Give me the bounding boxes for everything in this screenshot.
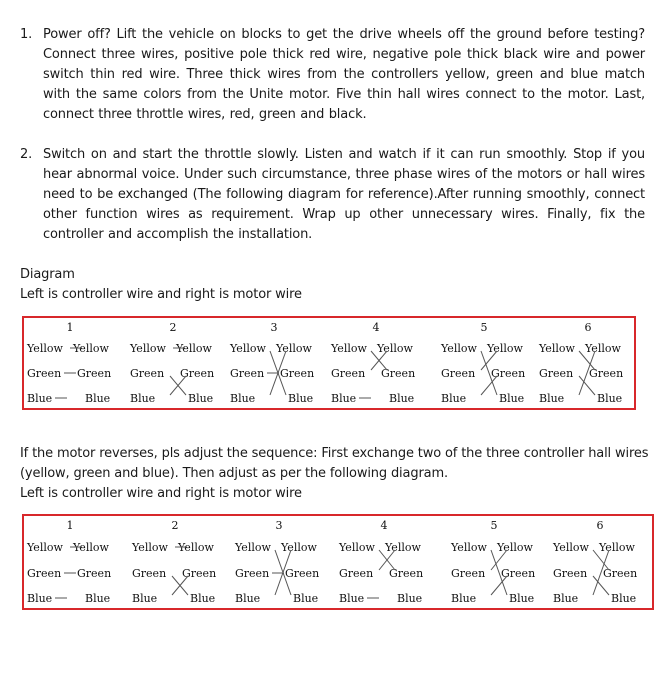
motor-wire-label: Green — [501, 567, 536, 580]
diagram-caption: Left is controller wire and right is motor wire — [20, 486, 302, 501]
controller-wire-label: Blue — [539, 392, 565, 405]
controller-wire-label: Blue — [27, 592, 53, 605]
motor-wire-label: Green — [603, 567, 638, 580]
motor-wire-label: Yellow — [178, 541, 214, 554]
motor-wire-label: Blue — [190, 592, 216, 605]
motor-wire-label: Yellow — [377, 342, 413, 355]
controller-wire-label: Green — [539, 367, 574, 380]
step-number: 1. — [20, 27, 33, 42]
column-number: 4 — [380, 519, 388, 532]
motor-wire-label: Yellow — [599, 541, 635, 554]
motor-wire-label: Blue — [499, 392, 525, 405]
motor-wire-label: Yellow — [176, 342, 212, 355]
motor-wire-label: Green — [77, 367, 112, 380]
step-2 — [20, 145, 645, 245]
column-number: 6 — [596, 519, 604, 532]
controller-wire-label: Yellow — [27, 541, 63, 554]
motor-wire-label: Green — [589, 367, 624, 380]
diagram-caption: Left is controller wire and right is motor wire — [20, 287, 302, 302]
controller-wire-label: Green — [441, 367, 476, 380]
controller-wire-label: Green — [235, 567, 270, 580]
controller-wire-label: Yellow — [553, 541, 589, 554]
controller-wire-label: Yellow — [331, 342, 367, 355]
controller-wire-label: Green — [132, 567, 167, 580]
motor-wire-label: Green — [381, 367, 416, 380]
column-number: 3 — [270, 321, 278, 334]
controller-wire-label: Yellow — [451, 541, 487, 554]
controller-wire-label: Yellow — [27, 342, 63, 355]
controller-wire-label: Green — [27, 367, 62, 380]
controller-wire-label: Green — [27, 567, 62, 580]
motor-wire-label: Yellow — [281, 541, 317, 554]
controller-wire-label: Yellow — [230, 342, 266, 355]
motor-wire-label: Blue — [397, 592, 423, 605]
column-number: 1 — [66, 321, 74, 334]
controller-wire-label: Blue — [451, 592, 477, 605]
step-text: Switch on and start the throttle slowly. Listen and watch if it can run smoothly. Stop if you hear abnormal voice. Under such circumstance, three phase wires of the motors or hall wires need to be exchanged (The following diagram for reference).After running smoothly, connect other function wires as requirement. Wrap up other unnecessary wires. Finally, fix the controller and accomplish the installation. — [43, 147, 645, 242]
controller-wire-label: Green — [331, 367, 366, 380]
motor-wire-label: Green — [180, 367, 215, 380]
motor-wire-label: Yellow — [385, 541, 421, 554]
motor-wire-label: Green — [182, 567, 217, 580]
wire-diagram-svg — [24, 516, 652, 608]
controller-wire-label: Yellow — [132, 541, 168, 554]
wire-diagram-1 — [22, 316, 636, 410]
diagram-heading: Diagram — [20, 267, 75, 282]
crossed-connection-line — [491, 576, 507, 595]
controller-wire-label: Blue — [130, 392, 156, 405]
motor-wire-label: Blue — [188, 392, 214, 405]
controller-wire-label: Green — [230, 367, 265, 380]
column-number: 5 — [480, 321, 488, 334]
motor-wire-label: Green — [389, 567, 424, 580]
motor-wire-label: Green — [285, 567, 320, 580]
motor-wire-label: Blue — [389, 392, 415, 405]
motor-wire-label: Yellow — [276, 342, 312, 355]
column-number: 6 — [584, 321, 592, 334]
motor-wire-label: Blue — [597, 392, 623, 405]
controller-wire-label: Green — [339, 567, 374, 580]
motor-wire-label: Yellow — [487, 342, 523, 355]
controller-wire-label: Yellow — [235, 541, 271, 554]
motor-wire-label: Blue — [288, 392, 314, 405]
step-text: Power off? Lift the vehicle on blocks to get the drive wheels off the ground before testing? Connect three wires, positive pole thick red wire, negative pole thick black wire and power switch thin red wire. Three thick wires from the controllers yellow, green and blue match with the same colors from the Unite motor. Five thin hall wires connect to the motor. Last, connect three throttle wires, red, green and black. — [43, 27, 645, 122]
motor-wire-label: Yellow — [73, 342, 109, 355]
controller-wire-label: Blue — [553, 592, 579, 605]
column-number: 1 — [66, 519, 74, 532]
step-1 — [20, 25, 645, 125]
reverse-note: If the motor reverses, pls adjust the sequence: First exchange two of the three controller hall wires (yellow, green and blue). Then adjust as per the following diagram. — [20, 446, 649, 481]
controller-wire-label: Blue — [132, 592, 158, 605]
instruction-steps — [20, 25, 645, 245]
controller-wire-label: Green — [130, 367, 165, 380]
controller-wire-label: Blue — [441, 392, 467, 405]
column-number: 4 — [372, 321, 380, 334]
motor-wire-label: Green — [77, 567, 112, 580]
controller-wire-label: Green — [451, 567, 486, 580]
motor-wire-label: Blue — [611, 592, 637, 605]
controller-wire-label: Blue — [230, 392, 256, 405]
column-number: 2 — [171, 519, 179, 532]
crossed-connection-line — [481, 376, 497, 395]
motor-wire-label: Yellow — [73, 541, 109, 554]
motor-wire-label: Blue — [293, 592, 319, 605]
wire-diagram-svg — [24, 318, 634, 408]
controller-wire-label: Blue — [27, 392, 53, 405]
motor-wire-label: Yellow — [497, 541, 533, 554]
column-number: 2 — [169, 321, 177, 334]
column-number: 5 — [490, 519, 498, 532]
motor-wire-label: Blue — [509, 592, 535, 605]
motor-wire-label: Green — [491, 367, 526, 380]
motor-wire-label: Blue — [85, 592, 111, 605]
controller-wire-label: Yellow — [339, 541, 375, 554]
controller-wire-label: Green — [553, 567, 588, 580]
controller-wire-label: Blue — [331, 392, 357, 405]
controller-wire-label: Blue — [339, 592, 365, 605]
motor-wire-label: Yellow — [585, 342, 621, 355]
column-number: 3 — [275, 519, 283, 532]
motor-wire-label: Green — [280, 367, 315, 380]
motor-wire-label: Blue — [85, 392, 111, 405]
step-number: 2. — [20, 147, 33, 162]
controller-wire-label: Yellow — [130, 342, 166, 355]
controller-wire-label: Blue — [235, 592, 261, 605]
controller-wire-label: Yellow — [539, 342, 575, 355]
wire-diagram-2 — [22, 514, 654, 610]
controller-wire-label: Yellow — [441, 342, 477, 355]
